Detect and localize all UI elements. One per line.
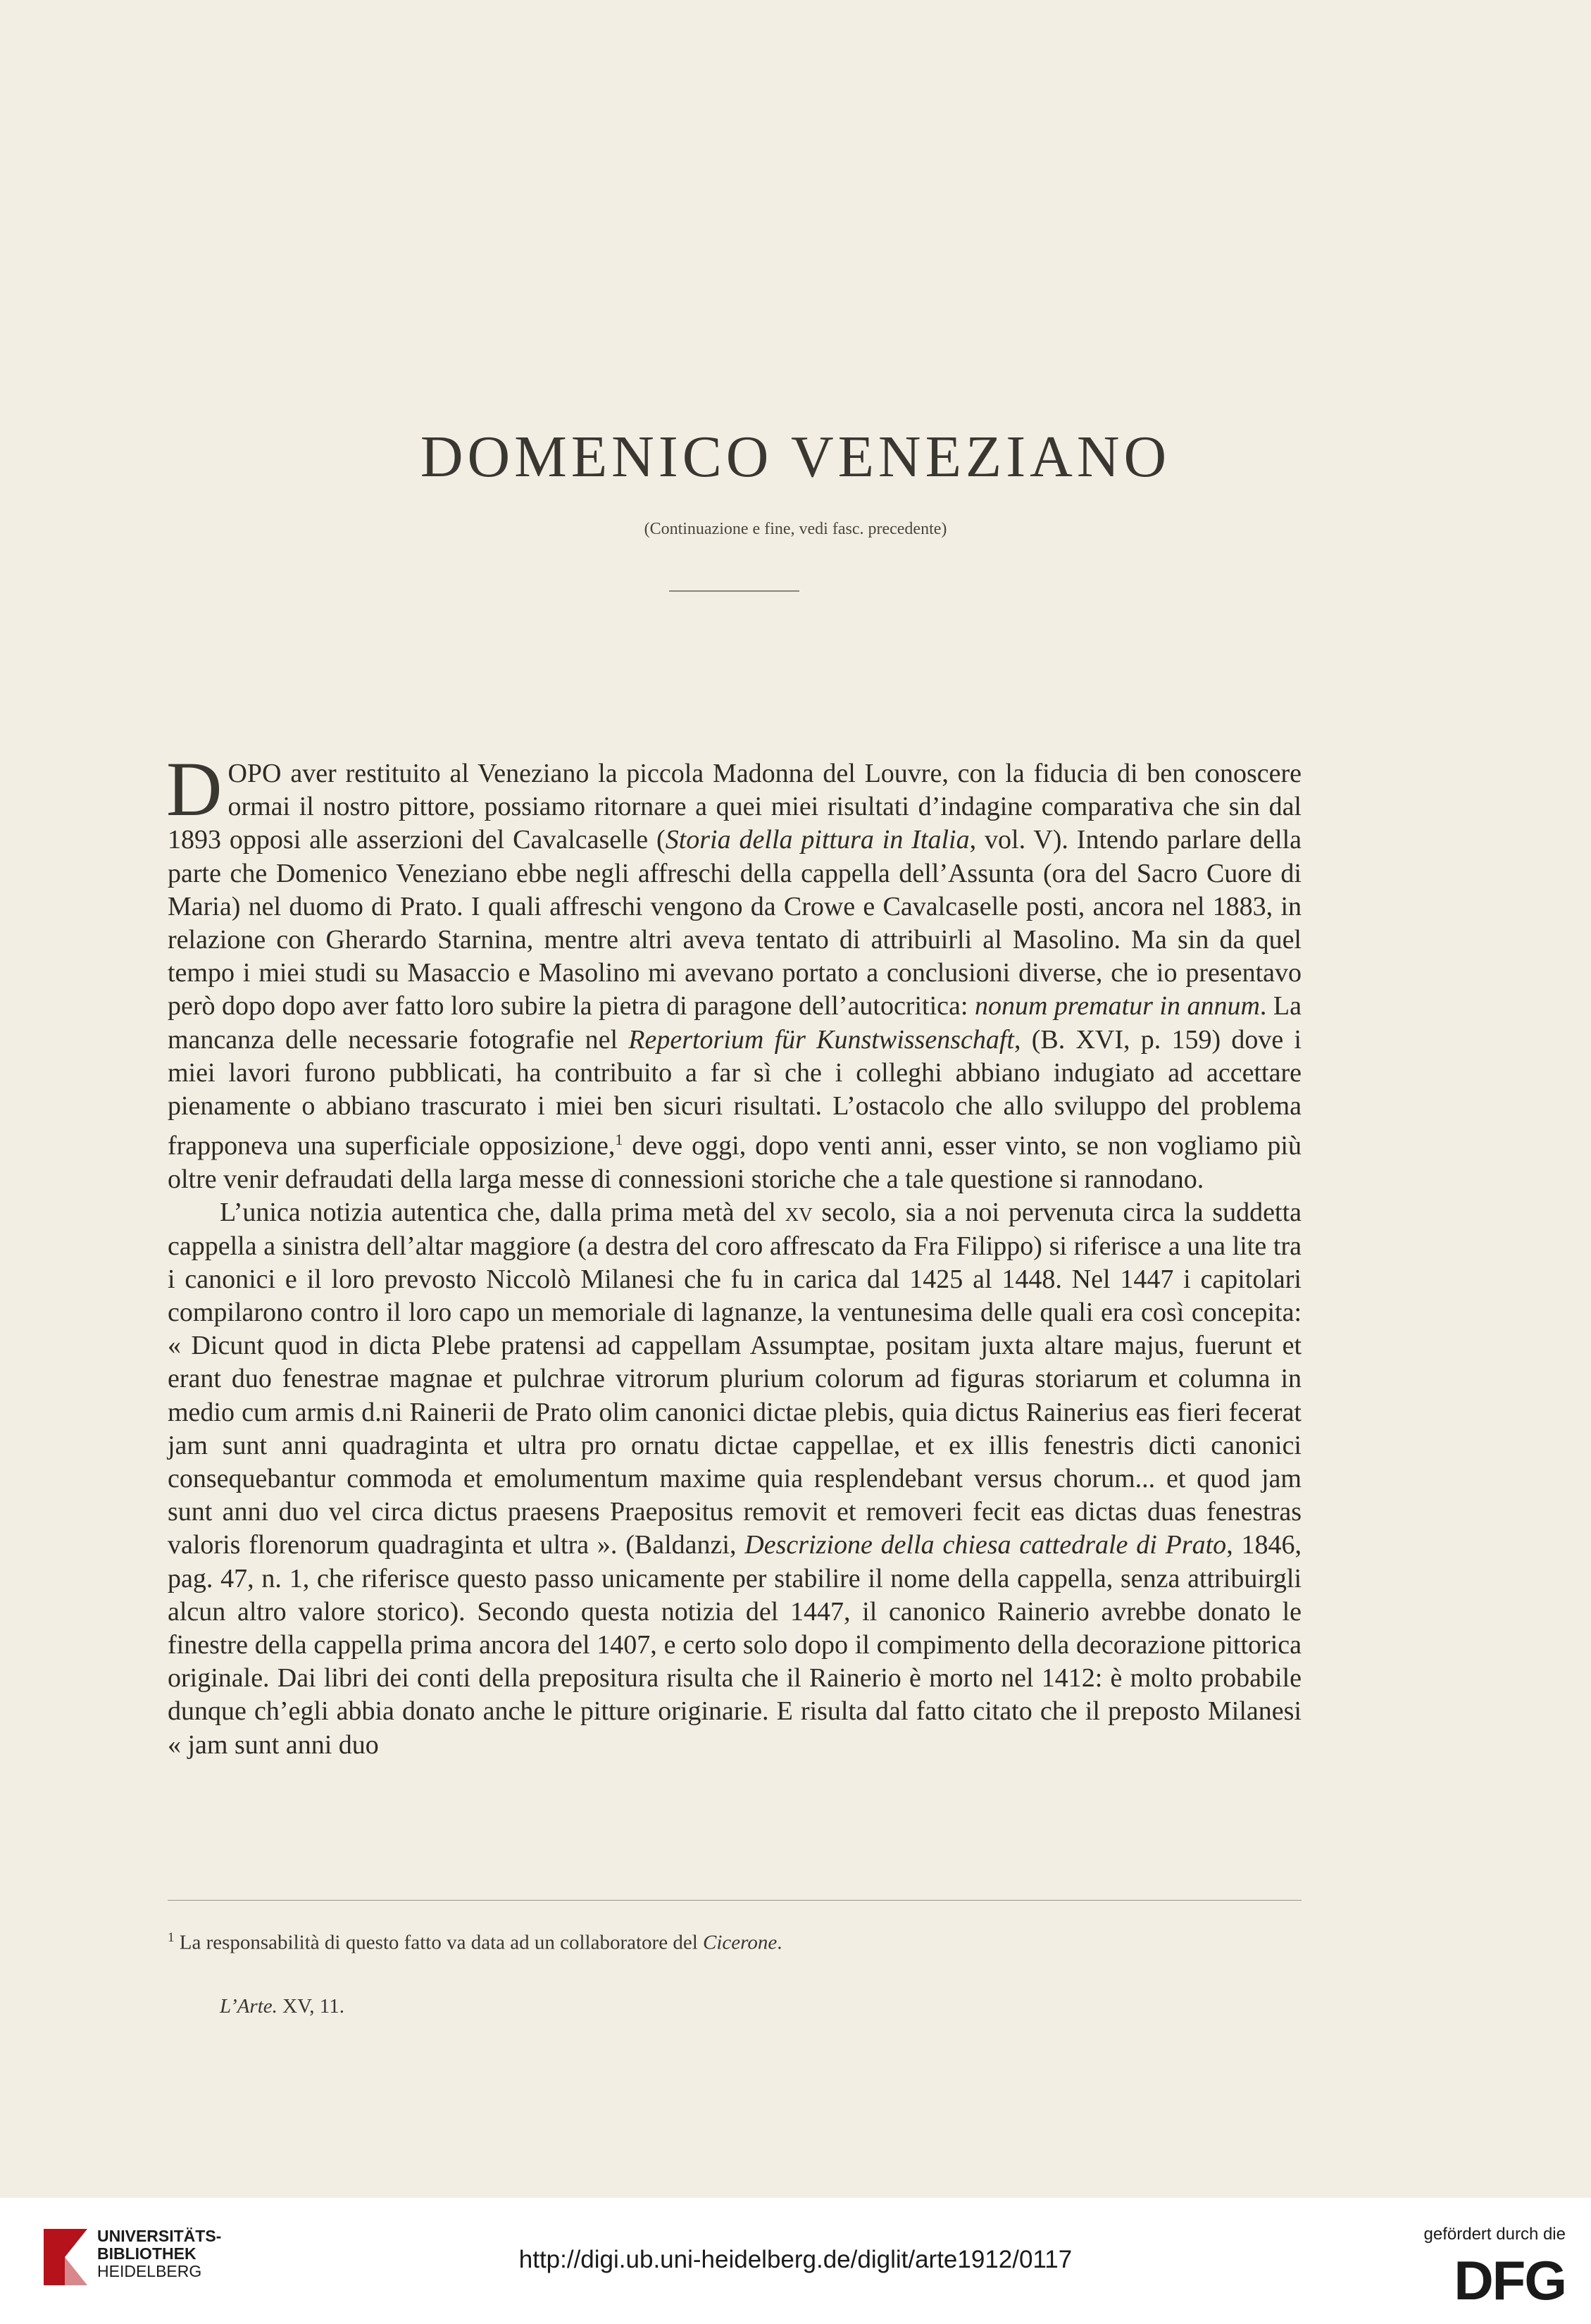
dfg-logo-icon: DFG	[1454, 2249, 1566, 2311]
text-run: La responsabilità di questo fatto va data ad un collaboratore del	[174, 1931, 704, 1954]
italic-title: Descrizione della chiesa cattedrale di Prato	[744, 1530, 1227, 1560]
text-run: . La mancanza delle necessarie fotografie nel	[168, 991, 1302, 1055]
italic-title: Storia della pittura in Italia	[665, 825, 970, 855]
funding-label: gefördert durch die	[1423, 2225, 1566, 2244]
opening-word: OPO	[227, 759, 282, 788]
signature-line	[220, 1995, 344, 2018]
library-name-line2: BIBLIOTHEK	[97, 2244, 196, 2263]
text-run: , (B. XVI, p. 159) dove i miei lavori furono pubblicati, ha contribuito a far sì che i colleghi abbiano indugiato ad accettare pienamente o abbiano trascurato i miei ben sicuri risultati. L’ostacolo che allo sviluppo del problema frapponeva una superficiale opposizione,	[168, 1024, 1302, 1161]
volume-number: XV, 11.	[277, 1995, 344, 2018]
text-run: , vol. V). Intendo parlare della parte che Domenico Veneziano ebbe negli affreschi della cappella dell’Assunta (ora del Sacro Cuore di Maria) nel duomo di Prato. I quali affreschi vengono da Crowe e Cavalcaselle posti, ancora nel 1883, in relazione con Gherardo Starnina, mentre altri aveva tentato di attribuirli al Masolino. Ma sin da quel tempo i miei studi su Masaccio e Masolino mi avevano portato a conclusioni diverse, che io presentavo però dopo dopo aver fatto loro subire la pietra di paragone dell’autocritica:	[168, 825, 1302, 1021]
drop-cap: D	[166, 746, 223, 832]
footnote-divider	[168, 1900, 1302, 1901]
century-numeral: xv	[785, 1198, 813, 1228]
footnote	[168, 1930, 1302, 1955]
text-run: .	[777, 1931, 782, 1954]
digitization-footer	[0, 2198, 1591, 2324]
source-url-link[interactable]: http://digi.ub.uni-heidelberg.de/diglit/arte1912/0117	[518, 2246, 1073, 2273]
italic-title: Repertorium für Kunstwissenschaft	[628, 1024, 1014, 1055]
footnote-reference: 1	[615, 1131, 623, 1149]
text-run: aver restituito al Veneziano la piccola Madonna del Louvre, con la fiducia di ben conoscere ormai il nostro pittore, possiamo ritornare a quei miei risultati d’indagine comparativa che sin dal 1893 opposi alle asserzioni del Cavalcaselle (	[168, 759, 1302, 855]
text-run: , 1846, pag. 47, n. 1, che riferisce questo passo unicamente per stabilire il nome della cappella, senza attribuirgli alcun altro valore storico). Secondo questa notizia del 1447, il canonico Rainerio avrebbe donato le finestre della cappella prima ancora del 1407, e certo solo dopo il compimento della decorazione pittorica originale. Dai libri dei conti della prepositura risulta che il Rainerio è morto nel 1412: è molto probabile dunque ch’egli abbia donato anche le pitture originarie. E risulta dal fatto citato che il preposto Milanesi « jam sunt anni duo	[168, 1530, 1302, 1760]
text-run: deve oggi, dopo venti anni, esser vinto, se non vogliamo più oltre venir defraudati della larga messe di connessioni storiche che a tale questione si rannodano.	[168, 1131, 1302, 1195]
footnote-mark: 1	[168, 1930, 175, 1945]
article-title: DOMENICO VENEZIANO	[420, 424, 1171, 490]
article-subtitle: (Continuazione e fine, vedi fasc. precedente)	[644, 520, 947, 538]
italic-title: Cicerone	[703, 1931, 778, 1954]
journal-name: L’Arte.	[220, 1995, 277, 2018]
article-body	[166, 746, 1302, 1762]
paragraph-2	[168, 1196, 1302, 1761]
text-run: secolo, sia a noi pervenuta circa la suddetta cappella a sinistra dell’altar maggiore (a destra del coro affrescato da Fra Filippo) si riferisce a una lite tra i canonici e il loro prevosto Niccolò Milanesi che fu in carica dal 1425 al 1448. Nel 1447 i capitolari compilarono contro il loro capo un memoriale di lagnanze, la ventunesima delle quali era così concepita: « Dicunt quod in dicta Plebe pratensi ad cappellam Assumptae, positam juxta altare majus, fuerunt et erant duo fenestrae magnae et pulchrae vitrorum plurium colorum ad figuras storiarum et columna in medio cum armis d.ni Rainerii de Prato olim canonici dictae plebis, quia dictus Rainerius eas fieri fecerat jam sunt anni quadraginta et ultra pro ornatu dictae cappellae, et ex illis fenestris dicti canonici consequebantur commoda et emolumentum maxime quia resplendebant versus chorum... et quod jam sunt anni duo vel circa dictus praesens Praepositus removit et removeri fecit eas dictas duas fenestras valoris florenorum quadraginta et ultra ». (Baldanzi,	[168, 1198, 1302, 1560]
italic-quote: nonum prematur in annum	[974, 991, 1260, 1021]
library-name-line1: UNIVERSITÄTS-	[97, 2227, 222, 2245]
text-run: L’unica notizia autentica che, dalla prima metà del	[220, 1198, 785, 1228]
title-divider	[669, 590, 799, 592]
paragraph-1	[166, 746, 1302, 1196]
library-name-line3: HEIDELBERG	[97, 2262, 202, 2280]
